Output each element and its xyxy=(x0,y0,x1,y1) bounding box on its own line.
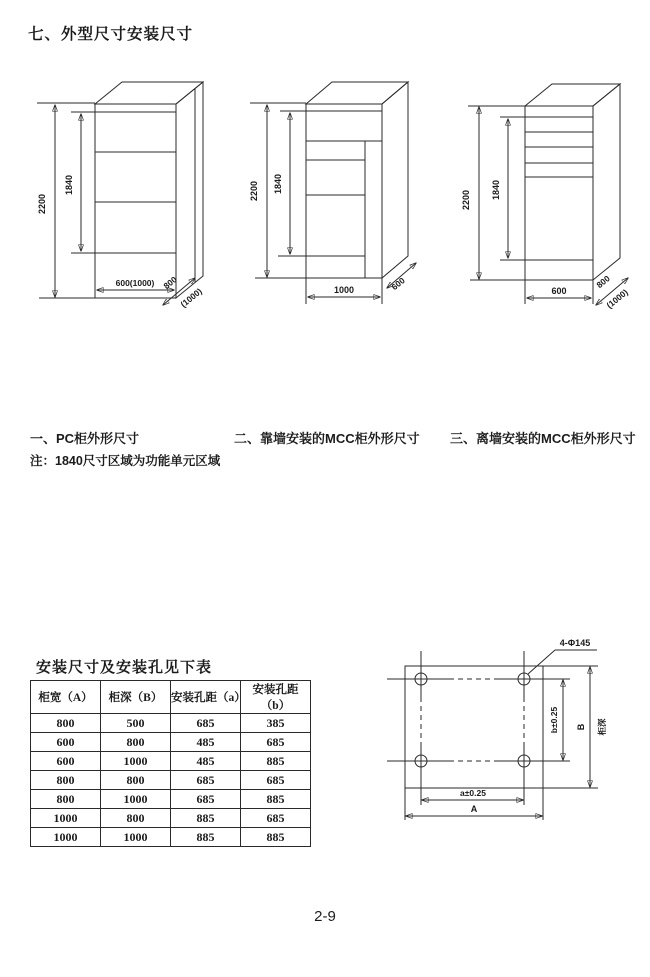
mcc-wall-depth-label: 600 xyxy=(389,275,407,293)
dim-B-label: B xyxy=(576,723,586,731)
cell: 685 xyxy=(171,714,241,733)
cell: 800 xyxy=(101,733,171,752)
cell: 685 xyxy=(241,809,311,828)
cell: 385 xyxy=(241,714,311,733)
page-number: 2-9 xyxy=(314,908,336,925)
holes-count-diameter-label: 4-Φ145 xyxy=(559,638,591,648)
cell: 1000 xyxy=(101,790,171,809)
cell: 800 xyxy=(31,771,101,790)
mcc-free-outline xyxy=(525,84,620,280)
cell: 885 xyxy=(171,809,241,828)
mcc-wall-cabinet-drawing xyxy=(240,78,440,323)
col-header-hole-pitch-a: 安装孔距（a） xyxy=(171,681,241,714)
pc-cabinet-outline xyxy=(95,82,203,298)
dim-A-label: A xyxy=(470,804,478,814)
table-row xyxy=(31,733,311,752)
mcc-wall-outline xyxy=(280,82,408,278)
mcc-wall-height-unit-label: 1840 xyxy=(273,173,283,195)
mcc-wall-width-label: 1000 xyxy=(333,285,355,295)
cell: 685 xyxy=(241,771,311,790)
cell: 800 xyxy=(31,714,101,733)
cell: 685 xyxy=(241,733,311,752)
hole-diagram-dimensions xyxy=(406,638,607,816)
col-header-cabinet-depth: 柜深（B） xyxy=(101,681,171,714)
pc-width-label: 600(1000) xyxy=(115,278,155,288)
cabinet-depth-side-label: 柜深 xyxy=(597,718,607,736)
install-table-title: 安装尺寸及安装孔见下表 xyxy=(36,659,213,676)
caption-mcc-wall-cabinet: 二、靠墙安装的MCC柜外形尺寸 xyxy=(234,431,420,446)
mcc-free-depth-alt-label: (1000) xyxy=(604,287,630,311)
mcc-free-depth-label: 800 xyxy=(594,273,612,291)
pc-height-unit-label: 1840 xyxy=(64,174,74,196)
cell: 1000 xyxy=(31,809,101,828)
cell: 1000 xyxy=(31,828,101,847)
cell: 1000 xyxy=(101,828,171,847)
cell: 500 xyxy=(101,714,171,733)
functional-unit-note: 注：1840尺寸区域为功能单元区域 xyxy=(30,454,221,468)
table-row xyxy=(31,809,311,828)
cell: 800 xyxy=(101,771,171,790)
cell: 485 xyxy=(171,752,241,771)
install-dimension-table xyxy=(30,680,311,847)
cell: 485 xyxy=(171,733,241,752)
dim-a-label: a±0.25 xyxy=(460,788,486,798)
table-row xyxy=(31,714,311,733)
mounting-plate-outline xyxy=(405,666,598,820)
pc-cabinet-drawing xyxy=(25,78,240,323)
mcc-free-height-total-label: 2200 xyxy=(461,189,471,211)
caption-pc-cabinet: 一、PC柜外形尺寸 xyxy=(30,431,140,446)
table-row xyxy=(31,752,311,771)
pc-depth-label: 800 xyxy=(161,274,179,292)
table-row xyxy=(31,828,311,847)
cell: 600 xyxy=(31,752,101,771)
pc-cabinet-dimensions xyxy=(37,103,204,309)
cell: 800 xyxy=(101,809,171,828)
mcc-wall-dimensions xyxy=(249,103,416,304)
cell: 1000 xyxy=(101,752,171,771)
cell: 685 xyxy=(171,790,241,809)
mcc-free-width-label: 600 xyxy=(551,286,567,296)
mcc-wall-height-total-label: 2200 xyxy=(249,180,259,202)
table-row xyxy=(31,790,311,809)
mounting-hole-diagram xyxy=(385,633,650,843)
col-header-cabinet-width: 柜宽（A） xyxy=(31,681,101,714)
page-title: 七、外型尺寸安装尺寸 xyxy=(28,26,194,43)
mcc-freestanding-cabinet-drawing xyxy=(440,78,650,323)
table-row xyxy=(31,771,311,790)
cell: 885 xyxy=(241,828,311,847)
col-header-hole-pitch-b: 安装孔距（b） xyxy=(241,681,311,714)
dim-b-label: b±0.25 xyxy=(549,706,559,734)
mcc-free-height-unit-label: 1840 xyxy=(491,179,501,201)
mounting-holes xyxy=(387,651,548,805)
cell: 885 xyxy=(171,828,241,847)
caption-mcc-freestanding-cabinet: 三、离墙安装的MCC柜外形尺寸 xyxy=(450,431,636,446)
cell: 685 xyxy=(171,771,241,790)
cell: 600 xyxy=(31,733,101,752)
table-header-row xyxy=(31,681,311,714)
cell: 885 xyxy=(241,790,311,809)
pc-depth-alt-label: (1000) xyxy=(178,286,204,310)
pc-height-total-label: 2200 xyxy=(37,193,47,215)
cell: 885 xyxy=(241,752,311,771)
cell: 800 xyxy=(31,790,101,809)
